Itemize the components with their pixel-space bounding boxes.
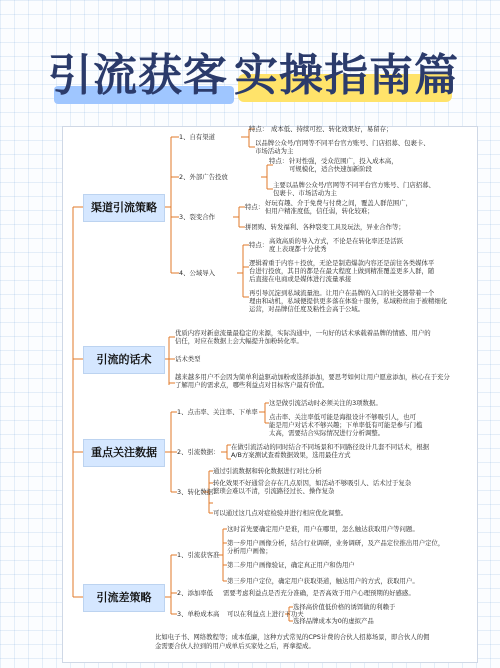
s1-item1-label: 1、自有渠道	[179, 133, 216, 141]
mindmap-card	[62, 126, 478, 663]
s1-item1-features-label: 特点：	[249, 125, 269, 133]
s1-item4-desc3: 后直接在电商或是媒体进行流量承接	[249, 275, 352, 283]
s1-item2-features1: 针对性强，受众范围广，投入成本高，	[289, 157, 398, 165]
s3-item1-line1: 这是做引流活动时必须关注的3项数据。	[269, 399, 382, 407]
s3-item2-line2: A/B方案测试查看数据效果，选用最佳方式	[231, 451, 351, 459]
s3-item1-line2: 点击率、关注率低可能是海报设计不够吸引人，也可	[269, 413, 416, 421]
s1-item4-desc4: 再引导沉淀到私域流量池。让用户在品牌的入口的社交器带着一个	[249, 289, 435, 297]
title-part-1: 引流获客	[48, 50, 228, 101]
s1-item3-features1: 好玩有趣、介于免费与付费之间，覆盖人群范围广，	[265, 199, 412, 207]
s1-item3-label: 3、裂变合作	[179, 213, 216, 221]
node-channel-strategy: 渠道引流策略	[83, 194, 165, 222]
s3-item3-line1: 通过引流数据和转化数据进行对比分析	[213, 467, 322, 475]
s1-item1-desc1: 以品牌公众号/官网等不同平台官方账号、门店招募、包裹卡、	[255, 139, 430, 147]
title-part-2: 实操指南篇	[234, 50, 459, 101]
s1-item2-features-label: 特点：	[269, 157, 289, 165]
s1-item2-label: 2、外部广告投放	[179, 173, 228, 181]
s2-line1: 优质内容对新意流量最稳定的来源，实际沟通中，一句好的话术承载着品牌的情感、用户的	[175, 329, 431, 337]
s4-item1-line1: 这时首先要确定用户是谁，用户在哪里，怎么触达获取用户等问题。	[227, 525, 419, 533]
s3-item1-line4: 太高，需要结合实际情况进行分析调整。	[269, 429, 385, 437]
s4-item3-mid: 可以在利益点上进行下功夫	[227, 610, 304, 618]
s3-item2-label: 2、引流数据：	[177, 448, 220, 456]
s1-item4-desc1: 逻辑着重于内容＋投放，无论是制造爆款内容还是前往各类媒体平	[249, 259, 435, 267]
node-key-metrics: 重点关注数据	[83, 439, 165, 467]
s4-item3-line1: 选择高价值低价格的诱饵做的利赖于	[293, 603, 396, 611]
s2-line4: 越来越多用户不会因为简单利益驱动加粉或选择添加，要思考如何让用户愿意添加，核心在于充分	[175, 373, 450, 381]
s4-item1-line4: 第二步用户画像验证，确定真正用户和伪用户	[227, 561, 355, 569]
s1-item4-features2: 度上表现都十分优秀	[269, 245, 327, 253]
s3-item1-label: 1、点击率、关注率、下单率	[177, 408, 258, 416]
s3-item3-label: 3、转化数据：	[177, 488, 220, 496]
s4-item1-line5: 第三步用户定位，确定用户获取渠道，触达用户的方式，获取用户。	[227, 577, 419, 585]
s1-item2-features2: 可规模化，适合快速加新阶段	[289, 165, 373, 173]
node-traffic-scripts: 引流的话术	[83, 346, 165, 374]
s1-item4-desc5: 理由和动机，私域便提供更多落在体验＋服务，私域粉丝由于被精细化	[249, 297, 448, 305]
s1-item3-features-label: 特点：	[245, 203, 265, 211]
s1-item1-features: 成本低、持续可控、转化效果好，易留存；	[271, 125, 393, 133]
s3-item1-line3: 能是用户对话术不够兴趣；下单率低有可能是参与门槛	[269, 421, 423, 429]
s1-item1-desc2: 市场活动为主	[255, 147, 294, 155]
s3-item3-line4: 可以通过这几点对症检验并进行相应优化调整。	[213, 509, 348, 517]
s1-item3-features2: 但用户精准度低，信任弱，转化较难；	[265, 207, 374, 215]
s1-item4-features1: 高效高质的导入方式，不论是在转化率还是活跃	[269, 237, 404, 245]
s3-item3-line3: 繁琐会难以不清，引流路径过长、操作复杂	[213, 487, 335, 495]
s3-item2-line1: 在做引流活动的同时结合不同场景和不同路径设计几套不同话术，根据	[231, 443, 430, 451]
s1-item4-desc2: 台进行投放，其目的都是在最大程度上做到精准覆盖更多人群，随	[249, 267, 435, 275]
s4-item1-line2: 第一步用户画像分析，结合行业调研，业务调研，及产品定位推出用户定位，	[227, 539, 445, 547]
s4-item1-line3: 分析用户画像；	[227, 547, 272, 555]
s1-item4-features-label: 特点：	[249, 241, 269, 249]
s1-item2-desc2: 包裹卡、市场活动为主	[273, 189, 337, 197]
s1-item4-label: 4、公域导入	[179, 269, 216, 277]
footer-line2: 金需要合伙人拉到的用户成单后买家处之后，再拿提成。	[155, 642, 315, 650]
s1-item3-desc: 拼团购、转发福利、各种裂变工具及玩法，异业合作等；	[245, 223, 405, 231]
s2-line5: 了解用户的需求点，哪些利益点对目标客户最有价值。	[175, 381, 329, 389]
s1-item4-desc6: 运营，对品牌信任度及粘性会高于公域。	[249, 305, 365, 313]
s4-item2-label: 2、添加率低	[177, 589, 214, 597]
s4-item1-label: 1、引流获客准	[177, 551, 220, 559]
s3-item3-line2: 转化效果不好通常会存在几点原因，如活动不够吸引人、话术过于复杂	[213, 479, 412, 487]
s4-item2-line1: 需要考虑利益点是否充分准确，是否高效于用户心理预期的好感感。	[223, 589, 415, 597]
s1-item2-desc1: 主要以品牌公众号/官网等不同平台官方账号、门店招募、	[273, 181, 435, 189]
title-banner	[0, 40, 500, 110]
s4-item3-label: 3、单粉成本高	[177, 610, 220, 618]
s2-script-types: 话术类型	[175, 355, 201, 363]
s4-item3-line2: 选择品牌成本为0的虚拟产品	[293, 617, 374, 625]
s2-line2: 信任，对应在数据上会大幅提升加粉转化率。	[175, 337, 303, 345]
node-low-conversion-strategy: 引流差策略	[83, 584, 165, 612]
footer-line1: 比如电子书、网络教程等；成本低廉，这种方式常见的CPS计费的合伙人招募场景，即合伙人的佣	[155, 633, 430, 641]
